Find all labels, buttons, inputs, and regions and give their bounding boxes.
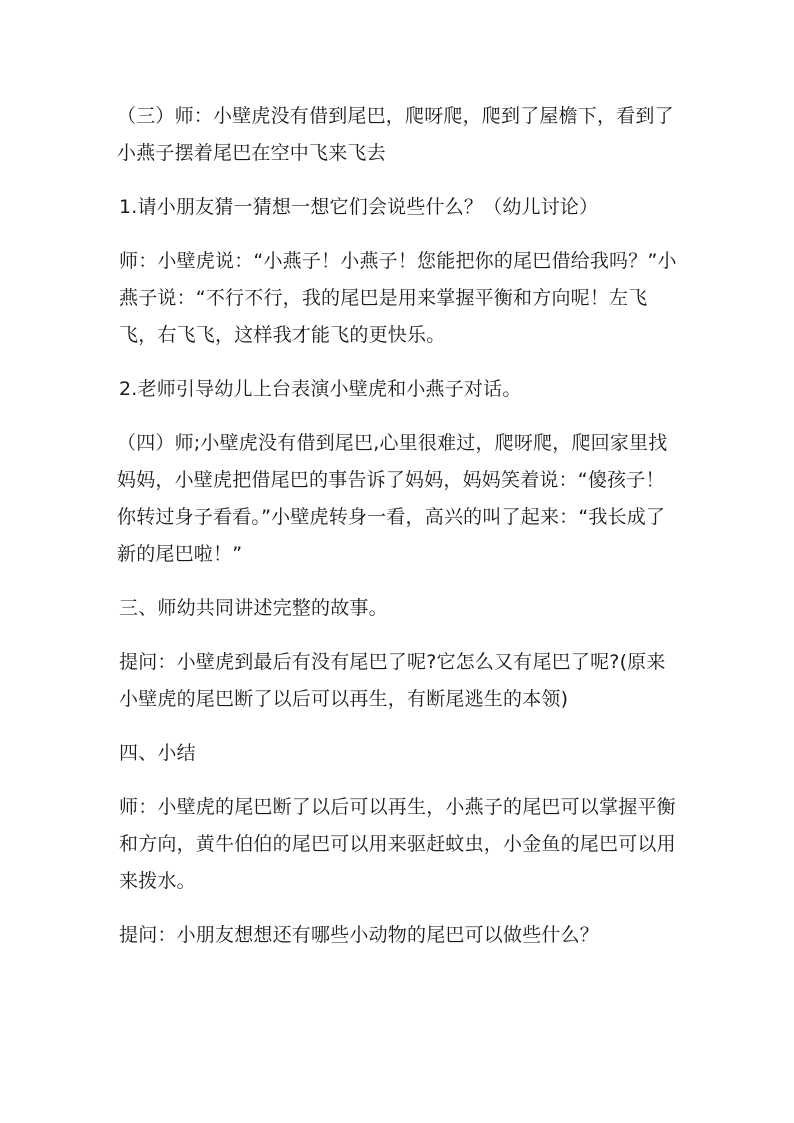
paragraph-section-four: （四）师;小壁虎没有借到尾巴,心里很难过，爬呀爬，爬回家里找妈妈，小壁虎把借尾巴的事告诉了妈妈，妈妈笑着说：“傻孩子！你转过身子看看。”小壁虎转身一看，高兴的叫了起来：“我长成了新的尾巴啦！” xyxy=(117,432,668,565)
paragraph-activity-2: 2.老师引导幼儿上台表演小壁虎和小燕子对话。 xyxy=(119,378,522,400)
paragraph-question-tail: 提问：小壁虎到最后有没有尾巴了呢?它怎么又有尾巴了呢?(原来小壁虎的尾巴断了以后可以再生，有断尾逃生的本领) xyxy=(119,651,666,710)
paragraph-dialogue-swallow: 师：小壁虎说：“小燕子！小燕子！您能把你的尾巴借给我吗？”小燕子说：“不行不行，我的尾巴是用来掌握平衡和方向呢！左飞飞，右飞飞，这样我才能飞的更快乐。 xyxy=(119,250,677,346)
paragraph-heading-summary: 四、小结 xyxy=(119,742,196,764)
paragraph-heading-three: 三、师幼共同讲述完整的故事。 xyxy=(119,597,388,619)
paragraph-question-1: 1.请小朋友猜一猜想一想它们会说些什么？（幼儿讨论） xyxy=(119,196,599,218)
paragraph-section-three: （三）师：小壁虎没有借到尾巴，爬呀爬，爬到了屋檐下，看到了小燕子摆着尾巴在空中飞来飞去 xyxy=(117,105,674,164)
paragraph-final-question: 提问：小朋友想想还有哪些小动物的尾巴可以做些什么？ xyxy=(119,924,600,946)
document-body xyxy=(119,98,679,971)
paragraph-summary: 师：小壁虎的尾巴断了以后可以再生，小燕子的尾巴可以掌握平衡和方向，黄牛伯伯的尾巴可以用来驱赶蚊虫，小金鱼的尾巴可以用来拨水。 xyxy=(119,796,676,892)
